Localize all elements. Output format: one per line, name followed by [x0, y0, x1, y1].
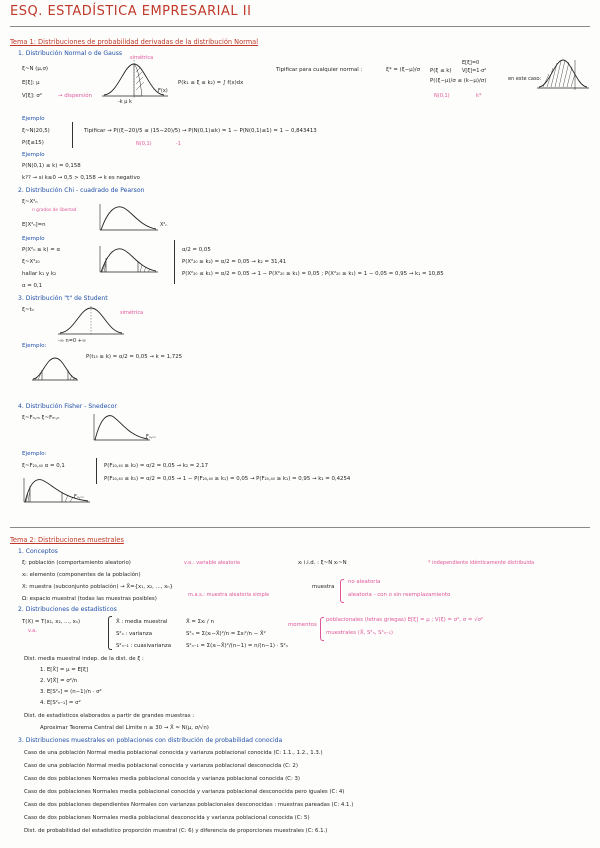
t2-s3-item: Caso de una población Normal media poblacional conocida y varianza poblacional conocida (C: 1.1., 1.2., 1.3.) — [24, 750, 323, 756]
s1-dispersion-note: → dispersión — [58, 93, 92, 99]
s2-example-label: Ejemplo — [22, 236, 45, 242]
t2-s2-l1: T(X) = T(x₁, x₂, ..., xₙ) — [22, 619, 81, 625]
t2-s1-l2: xᵢ: elemento (componentes de la población) — [22, 572, 141, 578]
s1-def2: E[ξ]: μ — [22, 80, 40, 86]
s4-curve-label: Fₙ,ₘ — [146, 434, 156, 440]
s4-example-1: ξ~F₂₀,₄₀ α = 0,1 — [22, 463, 65, 469]
student-t-tails-icon — [30, 354, 80, 384]
t2-s3-item: Caso de dos poblaciones Normales media poblacional desconocida y varianza poblacional conocida (C: 5) — [24, 815, 310, 821]
s2-grados: n grados de libertad — [32, 208, 77, 213]
s1-example-1: ξ~N(20,5) — [22, 128, 50, 134]
s1-example-label: Ejemplo — [22, 116, 45, 122]
s1-example3-label: Ejemplo — [22, 152, 45, 158]
t2-s2-d2: 2. V[X̄] = σ²/n — [40, 678, 78, 684]
tema2-title: Tema 2: Distribuciones muestrales — [10, 536, 124, 544]
t2-s2-mue: muestrales (X̄, S²ₙ, S²ₙ₋₁) — [326, 630, 393, 636]
t2-s1-r1-note: * independiente idénticamente distribuida — [428, 560, 535, 566]
chi-square-tails-icon — [98, 242, 160, 276]
t2-s2-d1: 1. E[X̄] = μ = E[ξ] — [40, 667, 89, 673]
t2-s1-brace — [340, 579, 344, 603]
s2-example-3: hallar k₁ y k₂ — [22, 271, 57, 277]
s1-example-sub1: N(0,1) — [136, 141, 152, 147]
tema1-title: Tema 1: Distribuciones de probabilidad derivadas de la distribución Normal — [10, 38, 259, 46]
s2-chi-label: X²ₙ — [160, 222, 168, 228]
tipificar-c: V[ξ]=1·σ² — [462, 68, 487, 74]
s1-def3: V[ξ]: σ² — [22, 93, 43, 99]
t2-s1-l1-note: v.a.: variable aleatoria — [184, 560, 240, 566]
s3-example-label: Ejemplo: — [22, 343, 47, 349]
s2-example-4: α = 0,1 — [22, 283, 43, 289]
s4-curve2-label: Fₙ,ₘ — [74, 494, 84, 500]
tipificar-d: P((ξ−μ)/σ ≤ (k−μ)/σ) — [430, 78, 487, 84]
t2-s2-l1-note: v.a. — [28, 628, 37, 634]
fisher-curve-icon — [92, 410, 152, 444]
t2-s2-m2: S²ₙ : varianza — [116, 631, 153, 637]
s2-def1: ξ~X²ₙ — [22, 199, 38, 205]
student-t-curve-icon — [56, 304, 126, 338]
t2-s1-l3: X: muestra (subconjunto población) → X̄={x₁, x₂, ..., xₙ} — [22, 584, 173, 590]
s3-heading: 3. Distribución "t" de Student — [18, 295, 108, 302]
normal-curve-icon — [100, 58, 170, 102]
t2-s1-r2: muestra — [312, 584, 335, 590]
t2-s2-momentos: momentos — [288, 622, 317, 628]
s3-axis: -∞ n=0 +∞ — [58, 338, 87, 344]
s1-example-sub2: -1 — [176, 141, 181, 147]
s2-heading: 2. Distribución Chi - cuadrado de Pearson — [18, 187, 145, 194]
s1-example-4: k?? → si k≥0 → 0,5 > 0,158 → k es negativo — [22, 175, 140, 181]
tipificar-b: E[ξ]=0 — [462, 60, 480, 66]
t2-s1-r3: no aleatoria — [348, 579, 381, 585]
t2-s2-heading: 2. Distribuciones de estadísticos — [18, 606, 117, 613]
t2-s2-d3: 3. E[S²ₙ] = (n−1)/n · σ² — [40, 689, 102, 695]
s4-heading: 4. Distribución Fisher - Snedecor — [18, 403, 117, 410]
s3-simetrica: simétrica — [120, 310, 144, 316]
t2-s2-m1: X̄ : media muestral — [116, 619, 168, 625]
s4-def1: ξ~Fₙ,ₘ ξ~Fₘ,ₙ — [22, 415, 60, 421]
page-title: ESQ. ESTADÍSTICA EMPRESARIAL II — [10, 4, 252, 19]
t2-s1-l1: ξ: población (comportamiento aleatorio) — [22, 560, 131, 566]
s4-result-2: P(F₂₀,₄₀ ≤ k₁) = α/2 = 0,05 → 1 − P(F₂₀,₄₀ ≥ k₁) = 0,05 → P(F₂₀,₄₀ ≥ k₁) = 0,95 → k₁ = 0,4254 — [104, 476, 351, 482]
tipificar-a: P(ξ ≤ k) — [430, 68, 452, 74]
t2-s3-item: Caso de una población Normal media poblacional conocida y varianza poblacional desconocida (C: 2) — [24, 763, 298, 769]
chi-square-curve-icon — [98, 200, 160, 234]
s2-example-1: P(X²ₙ ≥ k) = α — [22, 247, 61, 253]
s1-heading: 1. Distribución Normal o de Gauss — [18, 50, 123, 57]
t2-s2-f1: X̄ = Σxᵢ / n — [186, 619, 214, 625]
s2-result-3: P(X²₂₀ ≤ k₁) = α/2 = 0,05 → 1 − P(X²₂₀ ≥ k₁) = 0,05 ; P(X²₂₀ ≥ k₁) = 1 − 0,05 = 0,95 → k₁ = 10,85 — [182, 271, 444, 277]
fisher-tails-icon — [22, 474, 92, 506]
en-este-caso: en este caso: — [508, 76, 542, 82]
s3-def1: ξ~tₙ — [22, 307, 34, 313]
t2-s2-dist-media: Dist. media muestral indep. de la dist. de ξ : — [24, 656, 144, 662]
t2-s2-d4: 4. E[S²ₙ₋₁] = σ² — [40, 700, 81, 706]
tipificar-k: k* — [476, 93, 482, 99]
s2-example-bracket — [174, 240, 175, 284]
s2-def2: E[X²ₙ]=n — [22, 222, 46, 228]
t2-s1-r1: xᵢ i.i.d. : ξ~N xᵢ~N — [298, 560, 347, 566]
tail-curve-icon — [535, 56, 591, 94]
s4-example-bracket — [96, 458, 97, 484]
s4-result-1: P(F₂₀,₄₀ ≥ k₂) = α/2 = 0,05 → k₂ = 2,17 — [104, 463, 209, 469]
t2-s1-heading: 1. Conceptos — [18, 548, 58, 555]
tipificar-sub: N(0,1) — [434, 93, 450, 99]
s1-example-2: P(ξ≤15) — [22, 140, 44, 146]
divider — [10, 527, 590, 528]
t2-s2-m3: S²ₙ₋₁ : cuasivarianza — [116, 643, 172, 649]
tipificar-formula: ξ* = (ξ−μ)/σ — [386, 67, 421, 73]
s1-example-3: P(N(0,1) ≤ k) = 0,158 — [22, 163, 81, 169]
tipificar-label: Tipificar para cualquier normal : — [276, 67, 363, 73]
s2-example-2: ξ~X²₂₀ — [22, 259, 40, 265]
s4-example-label: Ejemplo: — [22, 451, 47, 457]
t2-s2-tcl: Aproximar Teorema Central del Límite n ≥ 30 → X̄ ≈ N(μ, σ/√n) — [40, 725, 209, 731]
s1-curve-label: F(x) — [158, 88, 168, 94]
s1-axis-ticks: -k μ k — [118, 99, 132, 105]
t2-s1-l3-note: m.a.s.: muestra aleatoria simple — [188, 592, 270, 598]
t2-s2-momentos-brace — [320, 617, 324, 641]
s3-example-1: P(t₁₅ ≥ k) = α/2 = 0,05 → k = 1,725 — [86, 354, 183, 360]
t2-s2-grandes: Dist. de estadísticos elaborados a partir de grandes muestras : — [24, 713, 195, 719]
s1-example-bracket — [72, 122, 73, 148]
t2-s3-item: Dist. de probabilidad del estadístico proporción muestral (C: 6) y diferencia de proporciones muestrales (C: 6.1.) — [24, 828, 328, 834]
s1-def1: ξ~N (μ,σ) — [22, 66, 49, 72]
s2-result-1: α/2 = 0,05 — [182, 247, 211, 253]
t2-s3-item: Caso de dos poblaciones dependientes Normales con varianzas poblacionales desconocidas : muestras pareadas (C: 4.1.) — [24, 802, 354, 808]
s1-density: P(k₁ ≤ ξ ≤ k₂) = ∫ f(x)dx — [178, 80, 244, 86]
t2-s2-brace — [108, 616, 112, 650]
s2-result-2: P(X²₂₀ ≥ k₂) = α/2 = 0,05 → k₂ = 31,41 — [182, 259, 287, 265]
t2-s2-f2: S²ₙ = Σ(xᵢ−X̄)²/n = Σxᵢ²/n − X̄² — [186, 631, 266, 637]
t2-s2-f3: S²ₙ₋₁ = Σ(xᵢ−X̄)²/(n−1) = n/(n−1) · S²ₙ — [186, 643, 288, 649]
t2-s1-r4: aleatoria - con o sin reemplazamiento — [348, 592, 451, 598]
s1-simetrica-note: simétrica — [130, 55, 154, 61]
t2-s3-heading: 3. Distribuciones muestrales en poblaciones con distribución de probabilidad conocida — [18, 737, 283, 744]
divider — [10, 26, 590, 27]
t2-s2-pob: poblacionales (letras griegas) E[ξ] = μ ; V(ξ) = σ², σ = √σ² — [326, 617, 484, 623]
s1-example-tip: Tipificar → P((ξ−20)/5 ≤ (15−20)/5) → P(N(0,1)≤k) = 1 − P(N(0,1)≤1) = 1 − 0,843413 — [84, 128, 317, 134]
t2-s3-item: Caso de dos poblaciones Normales media poblacional conocida y varianza poblacional conocida (C: 3) — [24, 776, 301, 782]
t2-s3-item: Caso de dos poblaciones Normales media poblacional conocida y varianza poblacional desconocida pero iguales (C: 4) — [24, 789, 345, 795]
t2-s1-l4: Ω: espacio muestral (todas las muestras posibles) — [22, 596, 157, 602]
